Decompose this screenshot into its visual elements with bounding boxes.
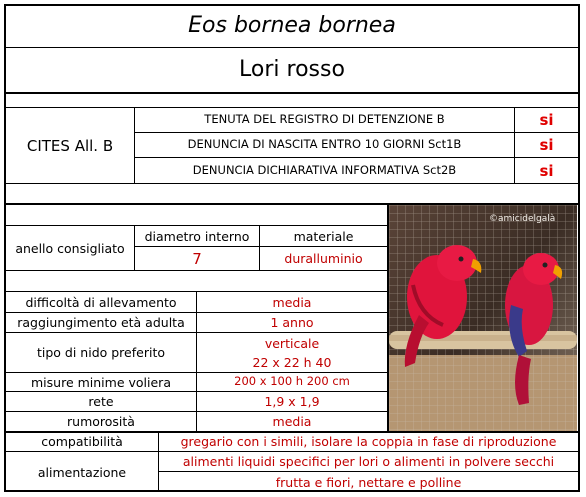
- feeding-label: alimentazione: [37, 464, 127, 480]
- parrots-photo: [389, 205, 577, 433]
- cites-label: CITES All. B: [26, 136, 114, 155]
- ring-diameter-value: 7: [192, 249, 202, 268]
- spec-value: verticale: [264, 335, 320, 351]
- spec-label: raggiungimento età adulta: [17, 315, 185, 330]
- spec-label: tipo di nido preferito: [36, 345, 165, 360]
- spec-value-secondary: 22 x 22 h 40: [252, 354, 332, 370]
- spec-value: 1 anno: [270, 315, 314, 330]
- common-name: Lori rosso: [239, 56, 345, 82]
- spec-label: difficoltà di allevamento: [25, 294, 177, 310]
- spec-label: misure minime voliera: [31, 374, 171, 390]
- ring-material-value: duralluminio: [284, 251, 363, 266]
- spec-value: media: [272, 294, 312, 310]
- cites-row-value: si: [539, 136, 554, 154]
- divider: [6, 92, 578, 94]
- cites-row-value: si: [539, 161, 554, 180]
- spec-label: rumorosità: [67, 414, 135, 429]
- compatibility-label: compatibilità: [41, 434, 123, 449]
- spec-label: rete: [88, 394, 114, 409]
- cites-row-value: si: [539, 111, 554, 129]
- cites-row-text: TENUTA DEL REGISTRO DI DETENZIONE B: [204, 112, 445, 127]
- feeding-value-line2: frutta e fiori, nettare e polline: [275, 474, 462, 490]
- ring-label: anello consigliato: [15, 240, 125, 256]
- parrots-illustration: [389, 205, 577, 431]
- ring-material-header: materiale: [293, 228, 354, 244]
- scientific-name: Eos bornea bornea: [188, 13, 396, 39]
- ring-diameter-header: diametro interno: [144, 228, 250, 244]
- divider: [6, 270, 387, 271]
- photo-watermark: ©amicidelgalà: [489, 214, 556, 224]
- divider: [6, 183, 578, 184]
- spec-value: 200 x 100 h 200 cm: [234, 374, 350, 389]
- feeding-value-line1: alimenti liquidi specifici per lori o alimenti in polvere secchi: [182, 454, 555, 469]
- cites-row-text: DENUNCIA DI NASCITA ENTRO 10 GIORNI Sct1B: [187, 137, 462, 152]
- spec-value: 1,9 x 1,9: [264, 394, 320, 409]
- spec-value: media: [272, 414, 312, 429]
- compatibility-value: gregario con i simili, isolare la coppia in fase di riproduzione: [180, 434, 557, 449]
- species-card: [4, 4, 580, 492]
- cites-row-text: DENUNCIA DICHIARATIVA INFORMATIVA Sct2B: [192, 162, 457, 177]
